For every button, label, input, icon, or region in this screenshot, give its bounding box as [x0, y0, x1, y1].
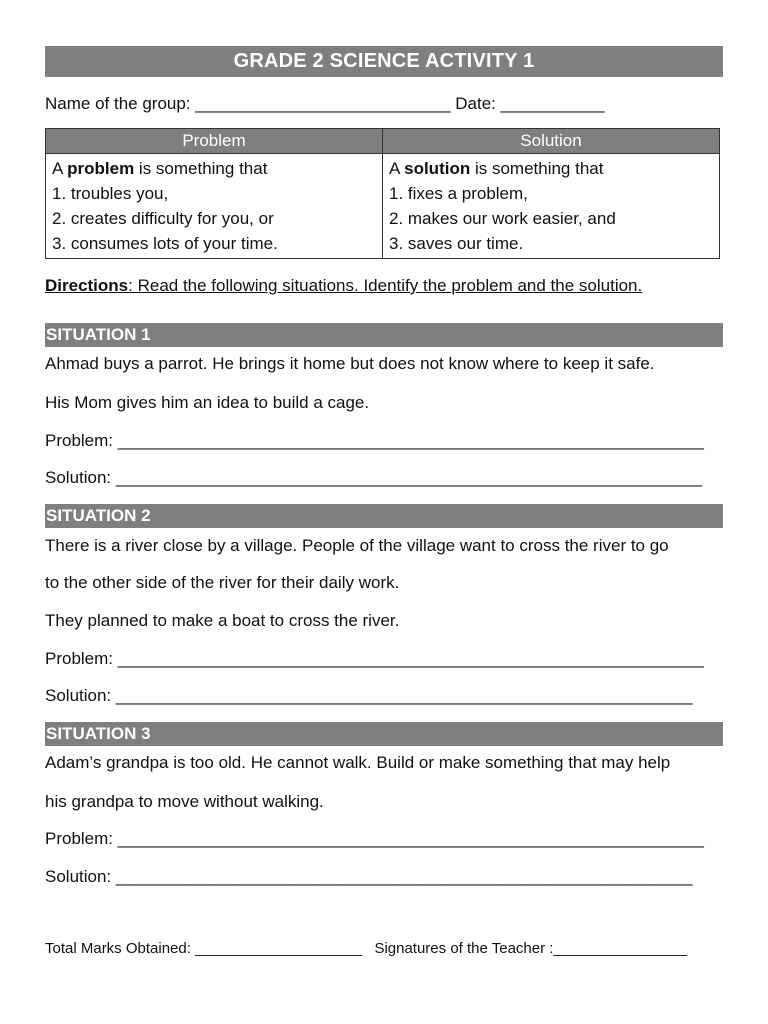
situation-2-solution-line: Solution: _____________________________________________________________ — [45, 686, 693, 705]
directions — [45, 276, 642, 296]
solution-definition-item: 1. fixes a problem, — [389, 184, 528, 203]
solution-definition-intro: A solution is something that — [389, 159, 604, 178]
problem-definition-intro: A problem is something that — [52, 159, 268, 178]
problem-definition-item: 1. troubles you, — [52, 184, 169, 203]
problem-definition-cell — [46, 154, 383, 259]
problem-solution-table — [45, 128, 720, 259]
situation-3-solution-line: Solution: _____________________________________________________________ — [45, 867, 693, 886]
footer — [45, 940, 687, 957]
directions-label: Directions — [45, 276, 129, 295]
total-marks-line: Total Marks Obtained: ____________________ — [45, 940, 362, 957]
teacher-signature-line: Signatures of the Teacher :________________ — [374, 940, 687, 957]
solution-definition-cell — [383, 154, 720, 259]
directions-text: : Read the following situations. Identify the problem and the solution. — [128, 276, 643, 295]
situation-3-problem-line: Problem: ______________________________________________________________ — [45, 829, 704, 848]
table-header-solution: Solution — [383, 129, 720, 154]
situation-2-text: There is a river close by a village. People of the village want to cross the river to go — [45, 536, 669, 555]
situation-3-text: his grandpa to move without walking. — [45, 792, 324, 811]
situation-1-text: Ahmad buys a parrot. He brings it home but does not know where to keep it safe. — [45, 354, 655, 373]
worksheet-title: GRADE 2 SCIENCE ACTIVITY 1 — [45, 46, 723, 77]
group-name-date-line: Name of the group: ___________________________ Date: ___________ — [45, 94, 605, 113]
solution-definition-item: 3. saves our time. — [389, 234, 524, 253]
situation-3-heading: SITUATION 3 — [45, 722, 723, 746]
worksheet — [45, 46, 723, 957]
situation-2-text: to the other side of the river for their daily work. — [45, 573, 400, 592]
situation-3-text: Adam’s grandpa is too old. He cannot walk. Build or make something that may help — [45, 753, 671, 772]
solution-definition-item: 2. makes our work easier, and — [389, 209, 616, 228]
situation-2-problem-line: Problem: ______________________________________________________________ — [45, 649, 704, 668]
situation-1-heading: SITUATION 1 — [45, 323, 723, 347]
situation-2-text: They planned to make a boat to cross the river. — [45, 611, 400, 630]
situation-1-problem-line: Problem: ______________________________________________________________ — [45, 431, 704, 450]
problem-definition-item: 3. consumes lots of your time. — [52, 234, 278, 253]
situation-2-heading: SITUATION 2 — [45, 504, 723, 528]
problem-definition-item: 2. creates difficulty for you, or — [52, 209, 274, 228]
table-header-problem: Problem — [46, 129, 383, 154]
situation-1-solution-line: Solution: ______________________________________________________________ — [45, 468, 703, 487]
situation-1-text: His Mom gives him an idea to build a cage. — [45, 393, 370, 412]
